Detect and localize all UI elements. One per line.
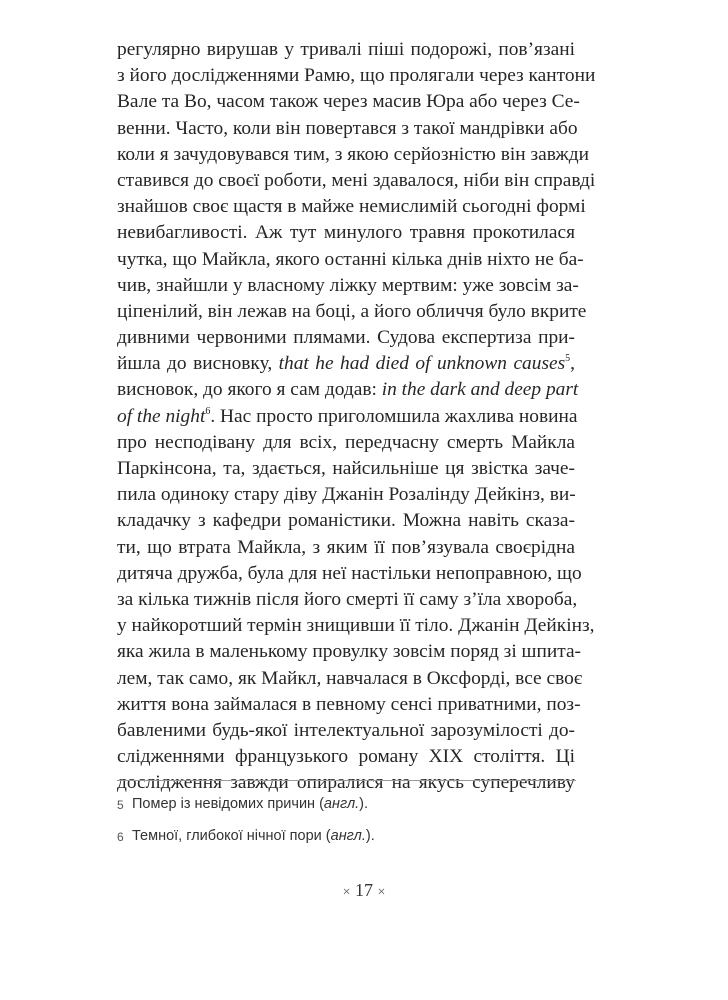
text-line: дитяча дружба, була для неї настільки непоправною, що	[117, 562, 582, 584]
text-line: з його дослідженнями Рамю, що пролягали через кантони	[117, 65, 596, 87]
text-line: бавленими будь-якої інтелектуальної зарозумілості до-	[117, 719, 575, 741]
text-line: регулярно вирушав у тривалі піші подорожі, пов’язані	[117, 39, 575, 60]
footnote-divider	[117, 780, 576, 781]
text-line: у найкоротший термін знищивши її тіло. Джанін Дейкінз,	[117, 615, 595, 637]
text-run: Темної, глибокої нічної пори (	[132, 828, 331, 844]
text-line: ціпенілий, він лежав на боці, а його обличчя було вкрите	[117, 300, 587, 322]
text-line: Вале та Во, часом також через масив Юра або через Се-	[117, 91, 580, 113]
text-line: знайшов своє щастя в майже немислимій сьогодні формі	[117, 196, 586, 218]
footnote-text	[132, 826, 375, 846]
text-run: йшла до висновку,	[117, 353, 279, 375]
footnote-text	[132, 794, 368, 814]
text-line: дивними червоними плямами. Судова експертиза при-	[117, 327, 575, 349]
italic-quote: that he had died of unknown causes	[278, 353, 566, 375]
text-run: . Нас просто приголомшила жахлива новина	[210, 405, 578, 427]
text-run: ,	[570, 353, 576, 375]
text-line: яка жила в маленькому провулку зовсім поряд зі шпита-	[117, 641, 582, 663]
text-line: кладачку з кафедри романістики. Можна навіть сказа-	[117, 510, 575, 532]
text-line: венни. Часто, коли він повертався з такої мандрівки або	[117, 117, 578, 139]
italic-quote: in the dark and deep part	[381, 379, 579, 401]
text-line: за кілька тижнів після його смерті її саму з’їла хвороба,	[117, 588, 578, 610]
text-line: слідженнями французького роману XIX століття. Ці	[117, 746, 575, 768]
text-line: коли я зачудовувався тим, з якою серйозністю він завжди	[117, 143, 589, 165]
text-line: ти, що втрата Майкла, з яким її пов’язувала своєрідна	[117, 536, 575, 558]
language-abbrev: англ.	[323, 796, 360, 812]
text-run: ).	[365, 828, 375, 844]
footnote-number: 5	[117, 798, 124, 812]
body-text	[117, 37, 596, 796]
text-line: чутка, що Майкла, якого останні кілька днів ніхто не ба-	[117, 248, 584, 270]
footnote-ref-6[interactable]: 6	[205, 405, 211, 417]
footnote-6	[117, 827, 576, 859]
text-line-with-footnote	[117, 351, 575, 377]
text-line-with-footnote	[117, 404, 578, 430]
footnote-ref-5[interactable]: 5	[565, 353, 571, 365]
text-run: ).	[359, 796, 369, 812]
text-line: життя вона займалася в певному сенсі приватними, поз-	[117, 693, 581, 715]
text-line: пила одиноку стару діву Джанін Розалінду Дейкінз, ви-	[117, 484, 576, 506]
language-abbrev: англ.	[330, 828, 366, 844]
text-line: ставився до своєї роботи, мені здавалося, ніби він справді	[117, 169, 596, 191]
text-line: лем, так само, як Майкл, навчалася в Оксфорді, все своє	[117, 667, 583, 689]
text-run: Помер із невідомих причин (	[132, 796, 324, 812]
footnote-number: 6	[117, 830, 124, 844]
text-run: висновок, до якого я сам додав:	[117, 379, 382, 401]
footnotes	[117, 795, 576, 859]
page-number	[0, 880, 728, 901]
text-line: чив, знайшли у власному ліжку мертвим: уже зовсім за-	[117, 274, 579, 296]
folio-ornament-right: ×	[377, 885, 386, 900]
page-number-value: 17	[355, 880, 373, 900]
text-line: дослідження завжди опиралися на якусь суперечливу	[117, 772, 575, 794]
text-line: невибагливості. Аж тут минулого травня прокотилася	[117, 222, 575, 244]
italic-quote: of the night	[117, 405, 206, 427]
footnote-5	[117, 795, 576, 827]
folio-ornament-left: ×	[342, 885, 351, 900]
text-line	[117, 377, 579, 403]
text-line: Паркінсона, та, здається, найсильніше ця звістка заче-	[117, 458, 575, 479]
text-line: про несподівану для всіх, передчасну смерть Майкла	[117, 431, 575, 453]
